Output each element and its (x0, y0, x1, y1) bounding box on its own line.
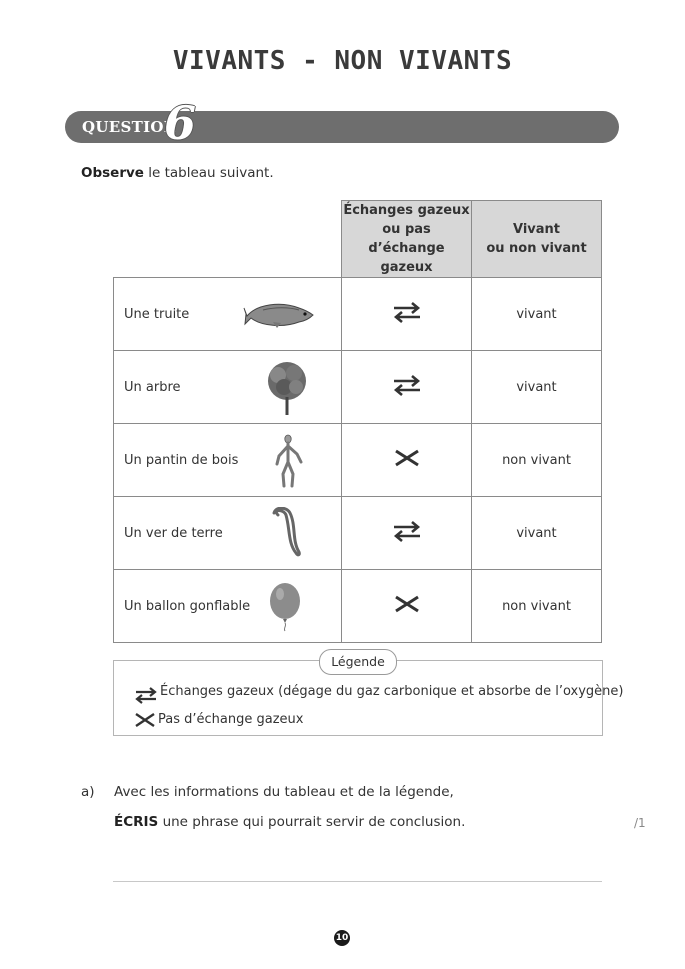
legend-exchange-text: Échanges gazeux (dégage du gaz carbonique et absorbe de l’oxygène) (160, 684, 624, 699)
legend-title: Légende (319, 649, 397, 675)
subject-label: Un ballon gonflable (124, 599, 251, 614)
page-title: VIVANTS - NON VIVANTS (172, 46, 513, 76)
cross-icon (393, 594, 421, 614)
observation-table (113, 200, 602, 643)
subject-label: Une truite (124, 307, 190, 322)
table-row (114, 351, 602, 424)
row-status: vivant (472, 497, 602, 570)
row-subject (114, 497, 342, 570)
row-exchange (342, 570, 472, 643)
row-status: vivant (472, 351, 602, 424)
subject-label: Un pantin de bois (124, 453, 239, 468)
question-label: QUESTION (82, 118, 178, 136)
part-a-task (114, 814, 465, 830)
row-status: non vivant (472, 570, 602, 643)
table-row (114, 278, 602, 351)
two-way-arrows-icon (392, 301, 422, 323)
header-exchange: Échanges gazeux ou pas d’échange gazeux (342, 201, 472, 278)
instruction-verb: Observe (81, 165, 144, 181)
table-row (114, 424, 602, 497)
row-subject (114, 424, 342, 497)
table-row (114, 497, 602, 570)
row-exchange (342, 278, 472, 351)
part-a-verb: ÉCRIS (114, 814, 159, 830)
question-number: 6 (164, 96, 197, 150)
part-a-task-text: une phrase qui pourrait servir de conclusion. (158, 814, 466, 830)
two-way-arrows-icon (392, 374, 422, 396)
part-a-instruction: Avec les informations du tableau et de la légende, (114, 784, 454, 800)
two-way-arrows-icon (392, 520, 422, 542)
subject-label: Un ver de terre (124, 526, 223, 541)
row-subject (114, 351, 342, 424)
row-exchange (342, 424, 472, 497)
part-a-letter: a) (81, 784, 95, 800)
answer-line[interactable] (113, 881, 602, 882)
cross-icon (393, 448, 421, 468)
row-status: non vivant (472, 424, 602, 497)
balloon-icon (268, 582, 304, 632)
row-exchange (342, 351, 472, 424)
tree-icon (264, 359, 310, 417)
table-corner (114, 201, 342, 278)
header-living: Vivant ou non vivant (472, 201, 602, 278)
row-subject (114, 570, 342, 643)
two-way-arrows-icon (134, 686, 158, 704)
fish-icon (243, 298, 317, 332)
row-exchange (342, 497, 472, 570)
page-number: 10 (334, 930, 350, 946)
cross-icon (134, 712, 156, 728)
row-subject (114, 278, 342, 351)
legend-no-exchange-text: Pas d’échange gazeux (158, 712, 304, 727)
row-status: vivant (472, 278, 602, 351)
subject-label: Un arbre (124, 380, 181, 395)
instruction-text: le tableau suivant. (143, 165, 274, 181)
earthworm-icon (270, 507, 306, 559)
table-row (114, 570, 602, 643)
instruction (81, 165, 274, 181)
wooden-mannequin-icon (274, 434, 304, 488)
score-label: /1 (634, 816, 646, 830)
